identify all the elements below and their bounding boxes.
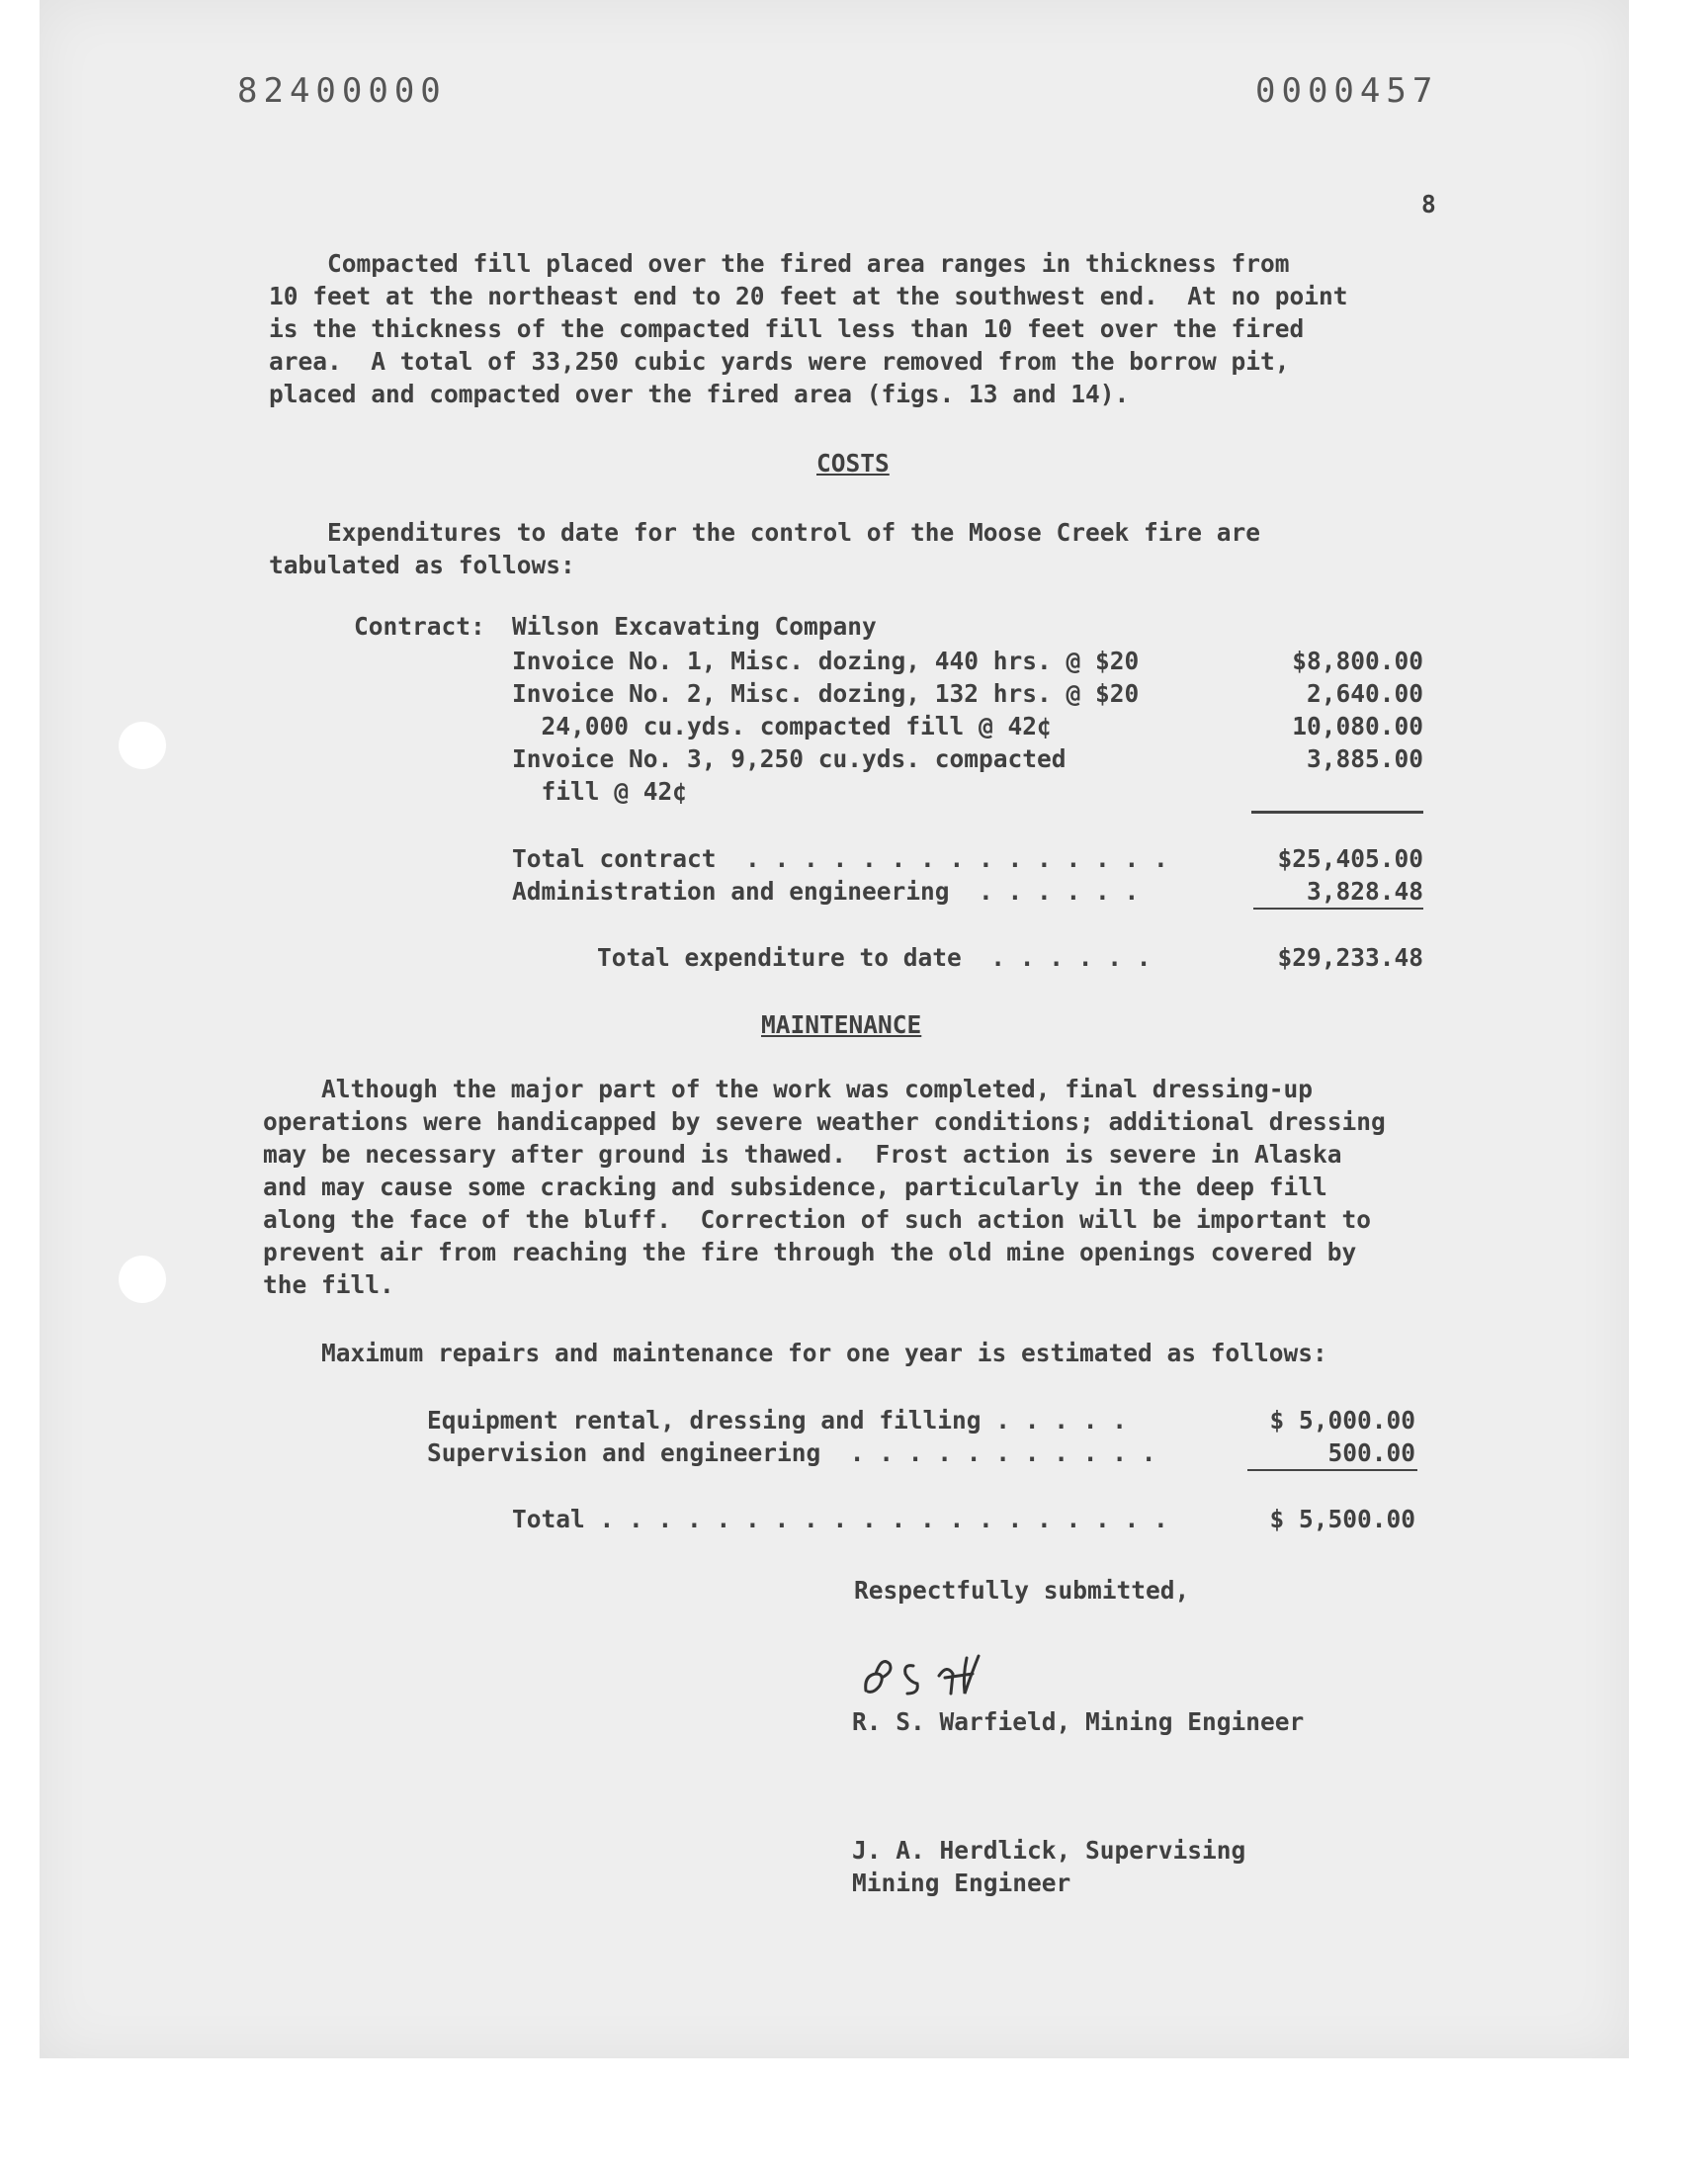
cost-item-desc: fill @ 42¢: [512, 777, 688, 806]
maintenance-underline: [1247, 1469, 1417, 1471]
estimate-intro: Maximum repairs and maintenance for one year is estimated as follows:: [263, 1339, 1327, 1367]
section-heading-maintenance: MAINTENANCE: [761, 1010, 922, 1039]
total-contract-label: Total contract . . . . . . . . . . . . . . .: [512, 844, 1168, 873]
closing-salutation: Respectfully submitted,: [854, 1576, 1190, 1605]
paragraph-line: operations were handicapped by severe weather conditions; additional dressing: [263, 1107, 1386, 1136]
admin-underline: [1253, 908, 1423, 910]
paragraph-line: placed and compacted over the fired area (figs. 13 and 14).: [269, 380, 1130, 408]
paragraph-line: Compacted fill placed over the fired area ranges in thickness from: [269, 249, 1290, 278]
admin-engineering-label: Administration and engineering . . . . . .: [512, 877, 1140, 906]
cost-item-desc: Invoice No. 3, 9,250 cu.yds. compacted: [512, 744, 1067, 773]
cost-item-desc: 24,000 cu.yds. compacted fill @ 42¢: [512, 712, 1052, 740]
supervisor-title: Mining Engineer: [852, 1869, 1071, 1897]
paragraph-line: prevent air from reaching the fire through the old mine openings covered by: [263, 1238, 1357, 1266]
total-expenditure-label: Total expenditure to date . . . . . .: [597, 943, 1152, 972]
cost-item-amount: 2,640.00: [1306, 679, 1423, 708]
punch-hole: [119, 722, 166, 769]
signer-name: R. S. Warfield, Mining Engineer: [852, 1707, 1305, 1736]
paragraph-line: Although the major part of the work was completed, final dressing-up: [263, 1075, 1314, 1103]
supervisor-name: J. A. Herdlick, Supervising: [852, 1836, 1246, 1865]
contract-label: Contract:: [354, 612, 485, 641]
paragraph-line: may be necessary after ground is thawed. Frost action is severe in Alaska: [263, 1140, 1342, 1169]
maintenance-item-desc: Supervision and engineering . . . . . . . . . . .: [427, 1438, 1156, 1467]
maintenance-total-amount: $ 5,500.00: [1269, 1505, 1415, 1533]
paragraph-line: 10 feet at the northeast end to 20 feet at the southwest end. At no point: [269, 282, 1348, 310]
paragraph-line: area. A total of 33,250 cubic yards were removed from the borrow pit,: [269, 347, 1290, 376]
maintenance-item-desc: Equipment rental, dressing and filling . . . . .: [427, 1406, 1128, 1435]
paragraph-line: is the thickness of the compacted fill less than 10 feet over the fired: [269, 314, 1305, 343]
document-stamp-left: 82400000: [237, 71, 447, 111]
handwritten-signature: [856, 1636, 1034, 1710]
cost-item-desc: Invoice No. 1, Misc. dozing, 440 hrs. @ $20: [512, 647, 1140, 675]
admin-engineering-amount: 3,828.48: [1306, 877, 1423, 906]
cost-item-amount: 10,080.00: [1292, 712, 1423, 740]
total-expenditure-amount: $29,233.48: [1277, 943, 1423, 972]
maintenance-item-amount: $ 5,000.00: [1269, 1406, 1415, 1435]
maintenance-total-label: Total . . . . . . . . . . . . . . . . . . . .: [512, 1505, 1168, 1533]
page-number: 8: [1421, 190, 1436, 218]
section-heading-costs: COSTS: [816, 449, 890, 478]
document-stamp-right: 0000457: [1255, 71, 1439, 111]
cost-item-desc: Invoice No. 2, Misc. dozing, 132 hrs. @ $20: [512, 679, 1140, 708]
paragraph-line: and may cause some cracking and subsidence, particularly in the deep fill: [263, 1173, 1327, 1201]
punch-hole: [119, 1256, 166, 1303]
total-contract-amount: $25,405.00: [1277, 844, 1423, 873]
cost-item-amount: 3,885.00: [1306, 744, 1423, 773]
paragraph-line: tabulated as follows:: [269, 551, 575, 579]
maintenance-item-amount: 500.00: [1327, 1438, 1415, 1467]
paragraph-line: Expenditures to date for the control of the Moose Creek fire are: [269, 518, 1261, 547]
contractor-name: Wilson Excavating Company: [512, 612, 877, 641]
subtotal-rule: [1251, 811, 1423, 814]
cost-item-amount: $8,800.00: [1292, 647, 1423, 675]
paragraph-line: the fill.: [263, 1270, 394, 1299]
paragraph-line: along the face of the bluff. Correction of such action will be important to: [263, 1205, 1372, 1234]
